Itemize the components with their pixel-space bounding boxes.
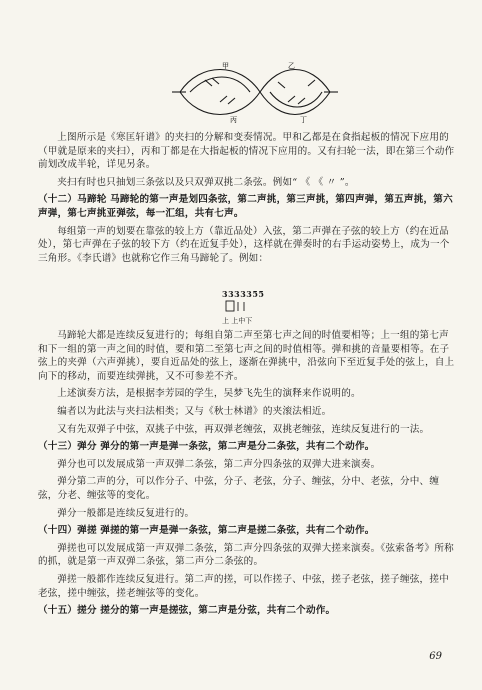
paragraph: 弹搓一般都作连续反复进行。第二声的搓，可以作搓子、中弦，搓子老弦，搓子缠弦，搓中老弦，搓中缠弦，搓老缠弦等的变化。 [38, 573, 449, 599]
paragraph: 马蹄轮大都是连续反复进行的；每组自第二声至第七声之间的时值要相等；上一组的第七声和下一组的第一声之间的时值，要和第二至第七声之间的时值相等。弹和挑的音量要相等。在子弦上的夹弹（六声弹挑），要自近品处的弦上，逐渐在弹挑中，沿弦向下至近复手处的弦上，自上向下的移动，而要连续弹挑，又不可参差不齐。 [38, 330, 455, 382]
label-bing: 丙 [230, 116, 237, 124]
label-jia: 甲 [222, 62, 229, 70]
paragraph: 又有先双弹子中弦，双挑子中弦，再双弹老缠弦，双挑老缠弦，连续反复进行的一法。 [57, 423, 430, 435]
paragraph: 弹分也可以发展成第一声双弹二条弦，第二声分四条弦的双弹大进来演奏。 [57, 458, 381, 470]
notation-glyphs [222, 299, 282, 315]
section-heading: （十三）弹分 弹分的第一声是弹一条弦，第二声是分二条弦，共有二个动作。 [38, 441, 375, 453]
notation-number: 3333355 [222, 289, 265, 299]
section-heading: （十五）搓分 搓分的第一声是搓弦，第二声是分弦，共有二个动作。 [38, 605, 336, 617]
paragraph: 上述演奏方法，是根据李芳园的学生，吴梦飞先生的演释来作说明的。 [57, 388, 361, 400]
paragraph: 弹搓也可以发展成第一声双弹二条弦，第二声分四条弦的双弹大搓来演奏。《弦索备考》所称的抓，就是第一声双弹二条弦，第二声分二条弦的。 [38, 542, 454, 568]
paragraph: 弹分第二声的分，可以作分子、中弦，分子、老弦，分子、缠弦，分中、老弦，分中、缠弦，分老、缠弦等的变化。 [38, 476, 440, 501]
label-yi: 乙 [288, 62, 295, 70]
paragraph: 夹扫有时也只抽划三条弦以及只双弹双挑二条弦。例如“ 《 《 〃 ”。 [57, 176, 355, 188]
notation-example [222, 290, 282, 326]
section-heading: （十四）弹搓 弹搓的第一声是弹一条弦，第二声是搓二条弦，共有二个动作。 [38, 525, 375, 537]
page-number: 69 [429, 651, 442, 662]
label-ding: 丁 [300, 116, 307, 124]
notation-sub: 上 上中下 [222, 317, 253, 325]
paragraph: 弹分一般都是连续反复进行的。 [57, 507, 195, 519]
fingering-diagram [150, 58, 340, 124]
section-heading: （十二）马蹄轮 马蹄轮的第一声是划四条弦，第二声挑，第三声挑，第四声弹，第五声挑，第六声弹，第七声挑亚弹弦，每一汇组，共有七声。 [38, 194, 453, 219]
paragraph: 编者以为此法与夹扫法相类；又与《秋士林谱》的夹滚法相近。 [57, 405, 332, 417]
text-block-2 [38, 329, 458, 622]
paragraph: 上图所示是《寒匡轩谱》的夹扫的分解和变奏情况。甲和乙都是在食指起板的情况下应用的（甲就是原来的夹扫），丙和丁都是在大指起板的情况下应用的。又有扫轮一法，即在第三个动作前划改成半轮，详见另条。 [38, 132, 455, 171]
paragraph: 每组第一声的划要在靠弦的较上方（靠近品处）入弦，第二声弹在子弦的较上方（约在近品处），第七声弹在子弦的较下方（约在近复手处），这样就在弹奏时的右手运动姿势上，成为一个三角形。《李氏谱》也就称它作三角马蹄轮了。例如： [38, 225, 450, 264]
text-block-1 [38, 131, 458, 269]
